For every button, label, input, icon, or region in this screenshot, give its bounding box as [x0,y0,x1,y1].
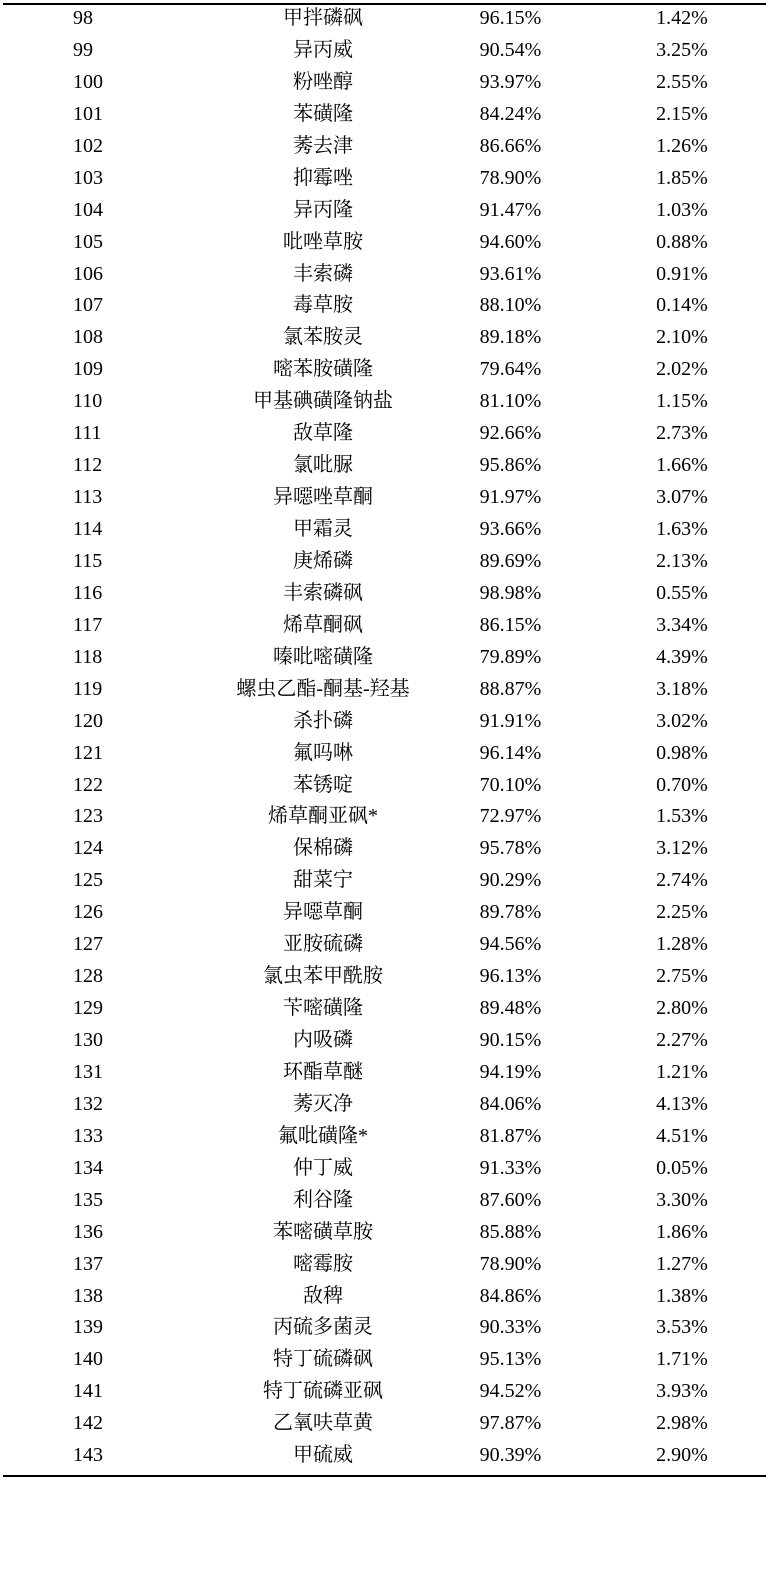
table-row [3,1025,766,1057]
table-row [3,195,766,227]
table-row [3,1153,766,1185]
compound-name: 敌稗 [303,1284,343,1307]
row-number: 122 [73,773,103,796]
compound-name: 丰索磷 [293,262,353,285]
compound-name: 亚胺硫磷 [283,933,363,956]
row-number: 142 [73,1412,103,1435]
compound-name: 庚烯磷 [293,549,353,572]
table-row [3,99,766,131]
row-number: 110 [73,390,103,413]
row-number: 106 [73,262,103,285]
rsd-value: 1.03% [656,198,708,221]
table-row [3,259,766,291]
compound-name: 莠去津 [293,134,353,157]
compound-name: 保棉磷 [293,837,353,860]
rsd-value: 0.98% [656,741,708,764]
rsd-value: 2.27% [656,1029,708,1051]
rsd-value: 2.73% [656,422,708,445]
rsd-value: 2.55% [656,70,708,93]
row-number: 126 [73,901,103,924]
table-row [3,450,766,482]
compound-name: 乙氧呋草黄 [273,1412,373,1435]
compound-name: 氯虫苯甲酰胺 [263,965,383,988]
row-number: 103 [73,166,103,189]
compound-name: 氯苯胺灵 [283,326,363,349]
row-number: 99 [73,38,93,61]
rsd-value: 3.93% [656,1380,708,1403]
compound-name: 丙硫多菌灵 [273,1316,373,1339]
rsd-value: 2.25% [656,901,708,924]
compound-name: 异噁唑草酮 [273,486,373,509]
recovery-value: 90.29% [479,869,542,892]
rsd-value: 0.55% [656,581,708,604]
rsd-value: 1.42% [656,7,708,29]
rsd-value: 1.27% [656,1252,708,1275]
row-number: 117 [73,613,103,636]
table-row [3,3,766,35]
row-number: 138 [73,1284,103,1307]
recovery-value: 96.15% [479,7,542,29]
rsd-value: 2.80% [656,997,708,1020]
table-row [3,1440,766,1472]
compound-name: 敌草隆 [293,422,353,445]
compound-name: 杀扑磷 [293,709,353,732]
compound-name: 吡唑草胺 [283,230,363,253]
recovery-value: 70.10% [479,773,542,796]
compound-name: 特丁硫磷砜 [273,1348,373,1371]
recovery-value: 96.13% [479,965,542,988]
row-number: 139 [73,1316,103,1339]
compound-name: 异噁草酮 [283,901,363,924]
compound-name: 螺虫乙酯-酮基-羟基 [236,677,410,700]
rsd-value: 0.88% [656,230,708,253]
compound-name: 甲硫威 [293,1444,353,1467]
table-row [3,770,766,802]
compound-name: 特丁硫磷亚砜 [263,1380,383,1403]
table-bottom-rule [3,1475,766,1477]
compound-name: 氟吗啉 [293,741,353,764]
compound-name: 利谷隆 [293,1188,353,1211]
table-row [3,1249,766,1281]
row-number: 104 [73,198,103,221]
table-row [3,610,766,642]
row-number: 107 [73,294,103,317]
compound-name: 嘧霉胺 [293,1252,353,1275]
table-row [3,35,766,67]
compound-name: 毒草胺 [293,294,353,317]
table-row [3,1281,766,1313]
compound-name: 抑霉唑 [293,166,353,189]
rsd-value: 3.12% [656,837,708,860]
rsd-value: 1.28% [656,933,708,956]
recovery-value: 84.86% [479,1284,542,1307]
row-number: 141 [73,1380,103,1403]
recovery-value: 92.66% [479,422,542,445]
compound-name: 甜菜宁 [293,869,353,892]
rsd-value: 2.02% [656,358,708,381]
recovery-value: 91.33% [479,1156,542,1179]
rsd-value: 1.15% [656,390,708,413]
rsd-value: 4.51% [656,1124,708,1147]
table-row [3,1089,766,1121]
recovery-value: 79.89% [479,645,542,668]
rsd-value: 2.74% [656,869,708,892]
table-row [3,1121,766,1153]
recovery-value: 95.78% [479,837,542,860]
recovery-value: 86.66% [479,134,542,157]
rsd-value: 0.70% [656,773,708,796]
recovery-value: 72.97% [479,805,542,828]
rsd-value: 3.18% [656,677,708,700]
table-row [3,1057,766,1089]
recovery-value: 86.15% [479,613,542,636]
row-number: 130 [73,1029,103,1051]
table-row [3,227,766,259]
row-number: 123 [73,805,103,828]
table-row [3,514,766,546]
recovery-value: 84.06% [479,1092,542,1115]
rsd-value: 1.71% [656,1348,708,1371]
row-number: 119 [73,677,103,700]
rsd-value: 2.90% [656,1444,708,1467]
recovery-value: 88.10% [479,294,542,317]
compound-name: 环酯草醚 [283,1060,363,1083]
rsd-value: 1.26% [656,134,708,157]
compound-name: 异丙隆 [293,198,353,221]
table-row [3,418,766,450]
row-number: 108 [73,326,103,349]
rsd-value: 0.05% [656,1156,708,1179]
row-number: 136 [73,1220,103,1243]
table-row [3,865,766,897]
table-row [3,322,766,354]
row-number: 129 [73,997,103,1020]
row-number: 137 [73,1252,103,1275]
table-row [3,163,766,195]
compound-name: 甲基碘磺隆钠盐 [253,390,393,413]
table-row [3,1408,766,1440]
rsd-value: 2.98% [656,1412,708,1435]
row-number: 121 [73,741,103,764]
row-number: 135 [73,1188,103,1211]
table-row [3,801,766,833]
table-row [3,1185,766,1217]
recovery-value: 95.13% [479,1348,542,1371]
rsd-value: 1.38% [656,1284,708,1307]
recovery-value: 91.97% [479,486,542,509]
compound-name: 苯锈啶 [293,773,353,796]
row-number: 114 [73,518,103,540]
recovery-value: 78.90% [479,1252,542,1275]
row-number: 120 [73,709,103,732]
row-number: 101 [73,102,103,125]
compound-name: 甲拌磷砜 [283,7,363,29]
row-number: 125 [73,869,103,892]
rsd-value: 4.13% [656,1092,708,1115]
recovery-value: 91.47% [479,198,542,221]
rsd-value: 3.25% [656,38,708,61]
recovery-value: 94.19% [479,1060,542,1083]
recovery-value: 81.10% [479,390,542,413]
compound-name: 苯磺隆 [293,102,353,125]
table-row [3,546,766,578]
table-row [3,993,766,1025]
table-row [3,386,766,418]
compound-name: 嘧苯胺磺隆 [273,358,373,381]
recovery-value: 89.48% [479,997,542,1020]
recovery-value: 90.39% [479,1444,542,1467]
row-number: 105 [73,230,103,253]
recovery-value: 78.90% [479,166,542,189]
rsd-value: 3.07% [656,486,708,509]
compound-name: 甲霜灵 [293,518,353,540]
compound-name: 氯吡脲 [293,454,353,477]
recovery-value: 96.14% [479,741,542,764]
recovery-value: 85.88% [479,1220,542,1243]
recovery-value: 94.56% [479,933,542,956]
row-number: 118 [73,645,103,668]
table-row [3,578,766,610]
recovery-value: 90.15% [479,1029,542,1051]
recovery-value: 90.33% [479,1316,542,1339]
table-row [3,1376,766,1408]
recovery-value: 98.98% [479,581,542,604]
compound-name: 内吸磷 [293,1029,353,1051]
data-table [3,3,766,1472]
recovery-value: 89.69% [479,549,542,572]
row-number: 127 [73,933,103,956]
rsd-value: 3.34% [656,613,708,636]
row-number: 111 [73,422,102,445]
rsd-value: 1.86% [656,1220,708,1243]
row-number: 100 [73,70,103,93]
table-row [3,290,766,322]
table-row [3,1312,766,1344]
recovery-value: 93.66% [479,518,542,540]
row-number: 112 [73,454,103,477]
recovery-value: 90.54% [479,38,542,61]
rsd-value: 2.10% [656,326,708,349]
row-number: 116 [73,581,103,604]
table-row [3,674,766,706]
compound-name: 烯草酮砜 [283,613,363,636]
table-row [3,706,766,738]
recovery-value: 91.91% [479,709,542,732]
table-row [3,1344,766,1376]
table-body [3,3,766,1472]
table-row [3,929,766,961]
rsd-value: 0.14% [656,294,708,317]
row-number: 98 [73,7,93,29]
row-number: 124 [73,837,103,860]
row-number: 102 [73,134,103,157]
table-row [3,354,766,386]
rsd-value: 2.13% [656,549,708,572]
recovery-value: 93.97% [479,70,542,93]
rsd-value: 3.02% [656,709,708,732]
recovery-value: 89.78% [479,901,542,924]
row-number: 133 [73,1124,103,1147]
recovery-value: 89.18% [479,326,542,349]
compound-name: 苄嘧磺隆 [283,997,363,1020]
table-row [3,833,766,865]
rsd-value: 1.53% [656,805,708,828]
compound-name: 苯嘧磺草胺 [273,1220,373,1243]
recovery-value: 93.61% [479,262,542,285]
rsd-value: 4.39% [656,645,708,668]
rsd-value: 1.21% [656,1060,708,1083]
row-number: 140 [73,1348,103,1371]
rsd-value: 1.66% [656,454,708,477]
rsd-value: 3.30% [656,1188,708,1211]
table-row [3,131,766,163]
compound-name: 莠灭净 [293,1092,353,1115]
compound-name: 异丙威 [293,38,353,61]
row-number: 134 [73,1156,103,1179]
table-row [3,1217,766,1249]
compound-name: 嗪吡嘧磺隆 [273,645,373,668]
compound-name: 丰索磷砜 [283,581,363,604]
rsd-value: 2.15% [656,102,708,125]
table-row [3,482,766,514]
rsd-value: 1.63% [656,518,708,540]
rsd-value: 1.85% [656,166,708,189]
compound-name: 仲丁威 [293,1156,353,1179]
row-number: 128 [73,965,103,988]
row-number: 113 [73,486,103,509]
row-number: 143 [73,1444,103,1467]
recovery-value: 94.52% [479,1380,542,1403]
table-row [3,897,766,929]
rsd-value: 3.53% [656,1316,708,1339]
rsd-value: 2.75% [656,965,708,988]
recovery-value: 79.64% [479,358,542,381]
recovery-value: 81.87% [479,1124,542,1147]
row-number: 132 [73,1092,103,1115]
table-row [3,738,766,770]
row-number: 115 [73,549,103,572]
recovery-value: 94.60% [479,230,542,253]
compound-name: 氟吡磺隆* [278,1124,368,1147]
compound-name: 粉唑醇 [293,70,353,93]
recovery-value: 97.87% [479,1412,542,1435]
compound-name: 烯草酮亚砜* [268,805,378,828]
table-row [3,642,766,674]
recovery-value: 95.86% [479,454,542,477]
table-row [3,67,766,99]
row-number: 109 [73,358,103,381]
recovery-value: 84.24% [479,102,542,125]
rsd-value: 0.91% [656,262,708,285]
recovery-value: 88.87% [479,677,542,700]
recovery-value: 87.60% [479,1188,542,1211]
table-row [3,961,766,993]
row-number: 131 [73,1060,103,1083]
